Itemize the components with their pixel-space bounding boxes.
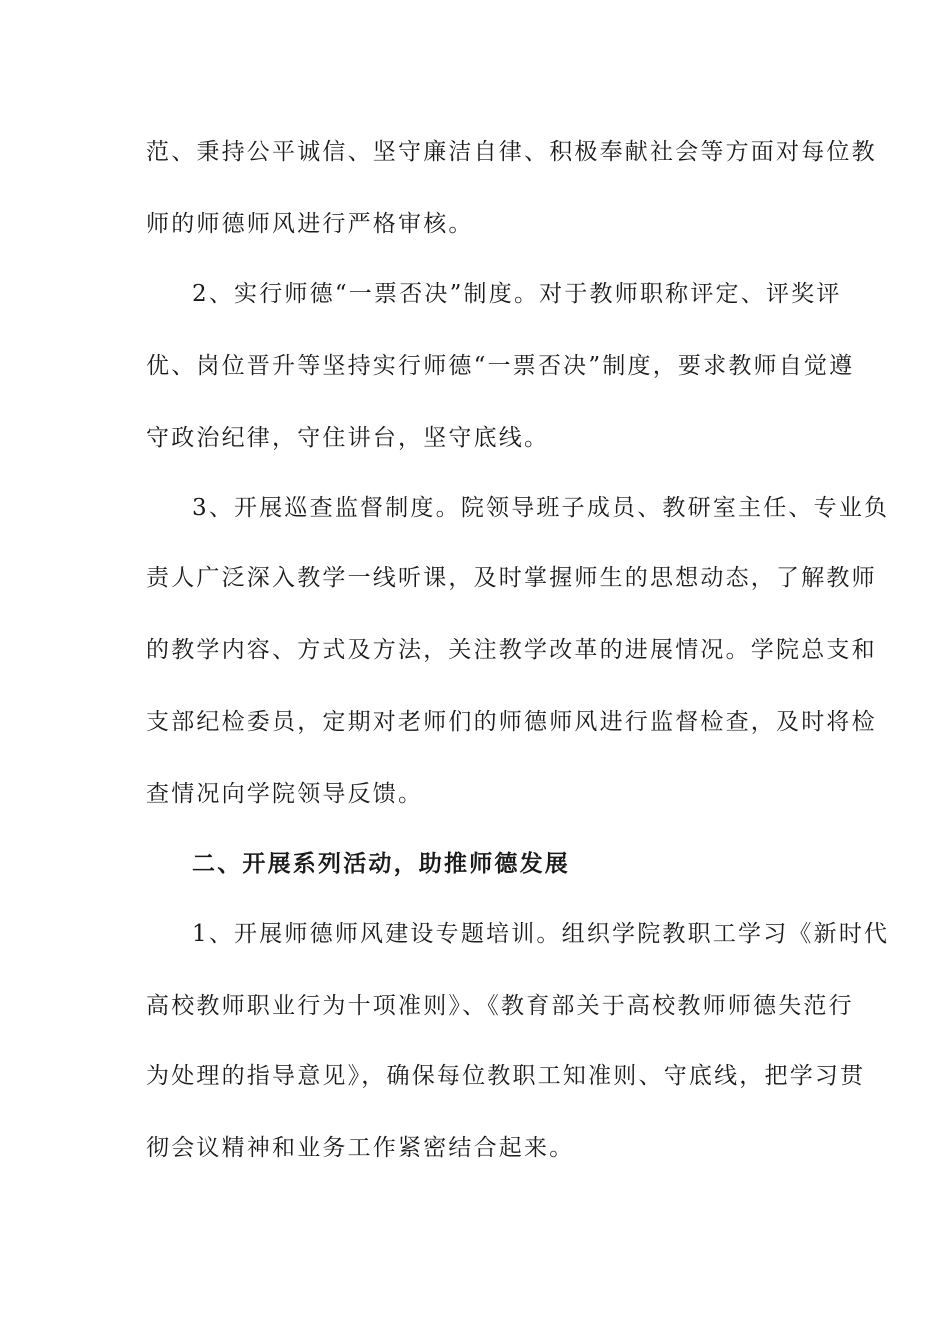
paragraph-line: 范、秉持公平诚信、坚守廉洁自律、积极奉献社会等方面对每位教 (146, 139, 877, 165)
paragraph-line: 责人广泛深入教学一线听课，及时掌握师生的思想动态，了解教师 (146, 565, 877, 591)
paragraph-line: 支部纪检委员，定期对老师们的师德师风进行监督检查，及时将检 (146, 709, 877, 735)
paragraph-line: 3、开展巡查监督制度。院领导班子成员、教研室主任、专业负 (192, 495, 890, 521)
paragraph-line: 优、岗位晋升等坚持实行师德“一票否决”制度，要求教师自觉遵 (146, 353, 855, 379)
paragraph-line: 彻会议精神和业务工作紧密结合起来。 (146, 1135, 575, 1161)
paragraph-line: 师的师德师风进行严格审核。 (146, 211, 474, 237)
paragraph-line: 的教学内容、方式及方法，关注教学改革的进展情况。学院总支和 (146, 637, 877, 663)
section-heading: 二、开展系列活动，助推师德发展 (192, 850, 570, 877)
paragraph-line: 1、开展师德师风建设专题培训。组织学院教职工学习《新时代 (192, 921, 890, 947)
paragraph-line: 高校教师职业行为十项准则》、《教育部关于高校教师师德失范行 (146, 993, 854, 1019)
paragraph-line: 2、实行师德“一票否决”制度。对于教师职称评定、评奖评 (192, 281, 842, 307)
paragraph-line: 查情况向学院领导反馈。 (146, 781, 424, 807)
paragraph-line: 守政治纪律，守住讲台，坚守底线。 (146, 425, 550, 451)
paragraph-line: 为处理的指导意见》，确保每位教职工知准则、守底线，把学习贯 (146, 1063, 866, 1089)
